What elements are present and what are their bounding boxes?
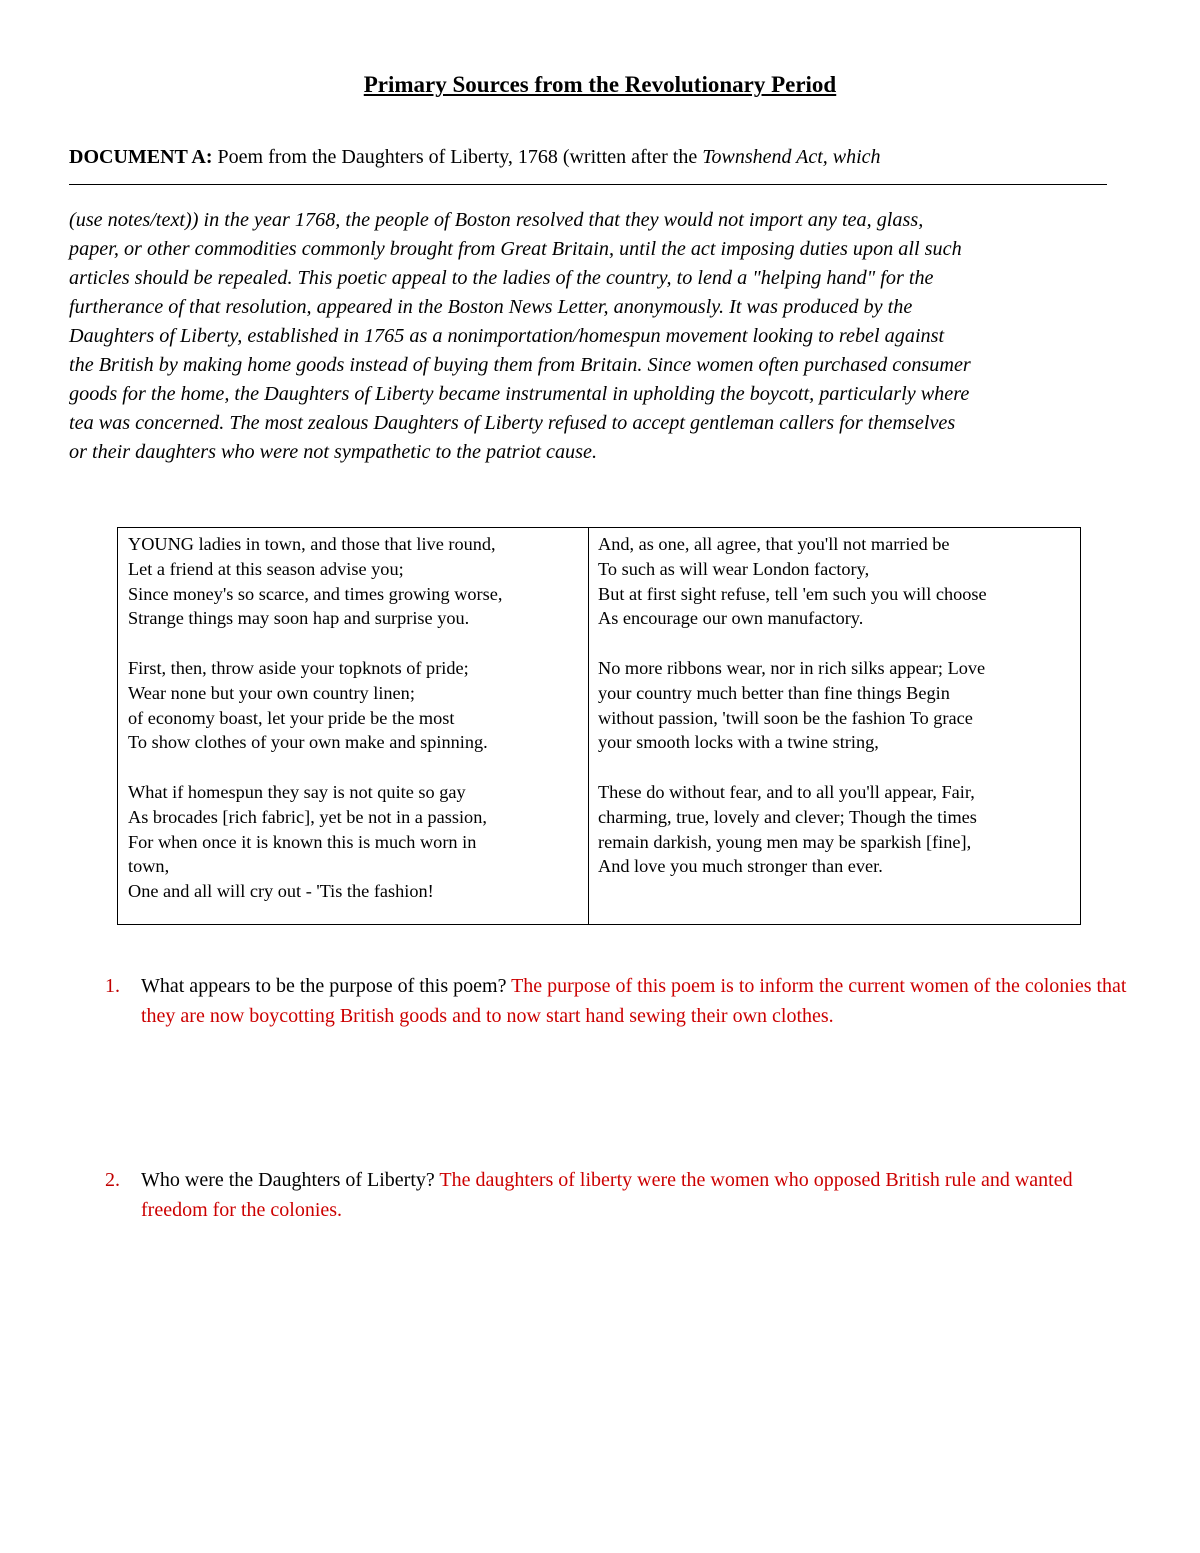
intro-line: Daughters of Liberty, established in 1765 as a nonimportation/homespun movement looking to rebel against: [69, 325, 945, 347]
poem-left-column: [128, 532, 583, 929]
intro-line: tea was concerned. The most zealous Daughters of Liberty refused to accept gentleman callers for themselves: [69, 412, 956, 434]
intro-line: paper, or other commodities commonly brought from Great Britain, until the act imposing duties upon all such: [69, 238, 962, 260]
poem-line: To show clothes of your own make and spinning.: [128, 732, 488, 753]
poem-stanza: [598, 532, 1073, 631]
question-number: 2.: [105, 1169, 120, 1191]
poem-line: As encourage our own manufactory.: [598, 608, 864, 629]
poem-line: Strange things may soon hap and surprise you.: [128, 608, 470, 629]
poem-stanza: [128, 532, 583, 631]
poem-line: of economy boast, let your pride be the most: [128, 707, 455, 728]
fill-in-blank-line: [69, 184, 1107, 185]
poem-stanza: [598, 656, 1073, 755]
question-text: Who were the Daughters of Liberty?: [141, 1169, 435, 1191]
poem-stanza: [598, 780, 1073, 879]
poem-table: [117, 527, 1081, 925]
poem-line: And, as one, all agree, that you'll not married be: [598, 534, 950, 554]
poem-line: First, then, throw aside your topknots of pride;: [128, 657, 469, 678]
poem-line: As brocades [rich fabric], yet be not in a passion,: [128, 806, 487, 827]
poem-line: your smooth locks with a twine string,: [598, 732, 879, 753]
document-description: Poem from the Daughters of Liberty, 1768 (written after the: [212, 146, 703, 168]
poem-line: One and all will cry out - 'Tis the fashion!: [128, 881, 434, 902]
poem-stanza: [128, 656, 583, 755]
poem-line: What if homespun they say is not quite so gay: [128, 781, 466, 802]
poem-line: without passion, 'twill soon be the fashion To grace: [598, 707, 973, 728]
poem-line: remain darkish, young men may be sparkish [fine],: [598, 831, 972, 852]
poem-line: And love you much stronger than ever.: [598, 856, 883, 877]
poem-line: your country much better than fine things Begin: [598, 682, 950, 703]
intro-line: the British by making home goods instead of buying them from Britain. Since women often purchased consumer: [69, 354, 971, 376]
document-intro: [69, 206, 1129, 467]
answer-text: The daughters of liberty were the women who opposed British rule and wanted freedom for the colonies.: [141, 1169, 1073, 1221]
page-title: Primary Sources from the Revolutionary Period: [363, 72, 837, 97]
poem-line: Wear none but your own country linen;: [128, 682, 415, 703]
poem-line: For when once it is known this is much worn in: [128, 831, 477, 852]
poem-line: These do without fear, and to all you'll appear, Fair,: [598, 781, 975, 802]
poem-line: But at first sight refuse, tell 'em such you will choose: [598, 583, 987, 604]
poem-line: charming, true, lovely and clever; Though the times: [598, 806, 977, 827]
intro-line: articles should be repealed. This poetic appeal to the ladies of the country, to lend a "helping hand" for the: [69, 267, 934, 289]
poem-column-divider: [588, 528, 589, 924]
poem-right-column: [598, 532, 1073, 904]
document-description-italic: Townshend Act, which: [702, 146, 881, 168]
question-number: 1.: [105, 975, 120, 997]
poem-line: No more ribbons wear, nor in rich silks appear; Love: [598, 657, 986, 678]
intro-line: goods for the home, the Daughters of Liberty became instrumental in upholding the boycott, particularly where: [69, 383, 970, 405]
document-label: DOCUMENT A:: [69, 146, 213, 168]
intro-line: furtherance of that resolution, appeared in the Boston News Letter, anonymously. It was produced by the: [69, 296, 913, 318]
question-text: What appears to be the purpose of this poem?: [141, 975, 512, 997]
poem-line: To such as will wear London factory,: [598, 558, 870, 579]
poem-line: Since money's so scarce, and times growing worse,: [128, 583, 503, 604]
poem-line: town,: [128, 856, 170, 877]
answer-text: The purpose of this poem is to inform the current women of the colonies that they are now boycotting British goods and to now start hand sewing their own clothes.: [141, 975, 1127, 1027]
intro-line: (use notes/text)) in the year 1768, the people of Boston resolved that they would not import any tea, glass,: [69, 209, 924, 231]
document-heading: [69, 146, 881, 169]
poem-stanza: [128, 780, 583, 904]
poem-line: Let a friend at this season advise you;: [128, 558, 404, 579]
poem-line: YOUNG ladies in town, and those that live round,: [128, 534, 496, 554]
intro-line: or their daughters who were not sympathetic to the patriot cause.: [69, 441, 597, 463]
